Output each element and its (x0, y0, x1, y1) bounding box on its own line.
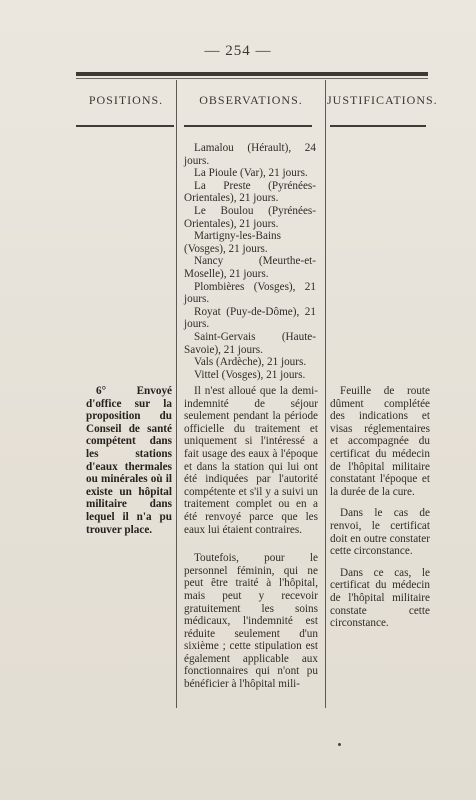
header-justifications: JUSTIFICATIONS. (327, 93, 438, 107)
station-entry: Saint-Gervais (Haute-Savoie), 21 jours. (184, 330, 316, 356)
position-cell (86, 385, 172, 536)
station-entry: Royat (Puy-de-Dôme), 21 jours. (184, 305, 316, 331)
station-entry: Le Boulou (Pyrénées-Orientales), 21 jours. (184, 204, 316, 230)
top-rule (76, 72, 428, 76)
page-number: — 254 — (204, 43, 272, 59)
observation-paragraph: Toutefois, pour le personnel féminin, qui ne peut être traité à l'hôpital, mais peut y recevoir gratuitement les soins médicaux, l'indemnité est réduite seulement d'un sixième ; cette stipulation est également applicable aux fonctionnaires qui n'ont pu bénéficier à l'hôpital mili- (184, 552, 318, 691)
station-entry: Lamalou (Hérault), 24 jours. (184, 142, 316, 167)
station-entry: La Pioule (Var), 21 jours. (194, 167, 308, 180)
station-entry: Vals (Ardèche), 21 jours. (194, 356, 307, 369)
header-rule-justifications (330, 125, 426, 127)
justification-paragraph: Feuille de route dûment complétée des indications et visas réglementaires et accompagnée du certificat du médecin de l'hôpital militaire constatant l'époque et la durée de la cure. (330, 385, 430, 498)
header-rule-positions (76, 125, 174, 127)
header-observations: OBSERVATIONS. (199, 93, 303, 107)
header-rule-observations (184, 125, 312, 127)
column-divider-right (325, 80, 326, 708)
stations-list (184, 142, 316, 381)
top-rule-thin (76, 78, 428, 79)
justification-paragraph: Dans ce cas, le certificat du médecin de l'hôpital militaire constate cette circonstance. (330, 566, 430, 630)
column-divider-left (176, 80, 177, 708)
observation-paragraph: Il n'est alloué que la demi-indemnité de séjour seulement pendant la période officielle du traitement et uniquement si l'intéressé a fait usage des eaux à l'époque et dans la station qui lui ont été indiquées par l'autorité compétente et s'il y a suivi un traitement complet ou en a été renvoyé parce que les eaux lui étaient contraires. (184, 385, 318, 536)
justification-paragraph: Dans le cas de renvoi, le certificat doit en outre constater cette circonstance. (330, 507, 430, 558)
header-positions: POSITIONS. (88, 93, 164, 107)
position-text: 6° Envoyé d'office sur la proposition du Conseil de santé compétent dans les stations d'eaux thermales ou minérales où il existe un hôpital militaire dans lequel il n'a pu trouver place. (86, 385, 172, 536)
ink-speck (338, 743, 341, 746)
justifications-cell (330, 385, 430, 639)
station-entry: La Preste (Pyrénées-Orientales), 21 jours. (184, 179, 316, 205)
station-entry: Martigny-les-Bains (Vosges), 21 jours. (184, 230, 281, 255)
station-entry: Plombières (Vosges), 21 jours. (184, 280, 316, 306)
station-entry: Nancy (Meurthe-et-Moselle), 21 jours. (184, 255, 316, 280)
observations-cell (184, 385, 318, 707)
station-entry: Vittel (Vosges), 21 jours. (194, 368, 306, 381)
